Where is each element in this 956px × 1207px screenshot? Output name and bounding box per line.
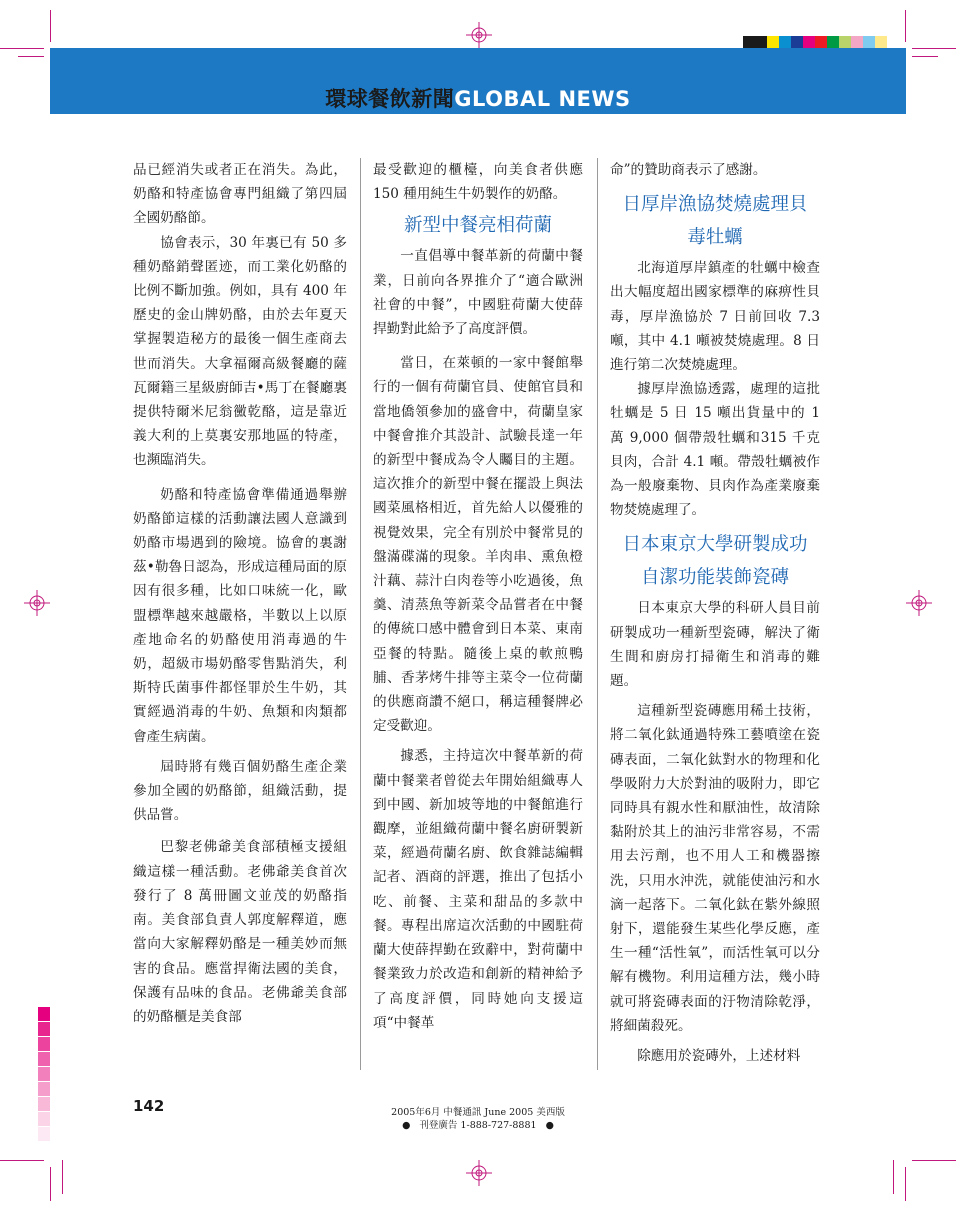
paragraph: 一直倡導中餐革新的荷蘭中餐業，日前向各界推介了“適合歐洲社會的中餐”，中國駐荷蘭大使薛捍勤對此給予了高度評價。	[373, 248, 583, 338]
paragraph: 巴黎老佛爺美食部積極支援組織這樣一種活動。老佛爺美食首次發行了 8 萬冊圖文並茂的奶酪指南。美食部負責人郭度解釋道，應當向大家解釋奶酪是一種美妙而無害的食品。應當捍衛法國的美食，保護有品味的食品。老佛爺美食部的奶酪櫃是美食部	[133, 839, 347, 1025]
page-title	[50, 83, 906, 113]
paragraph: 這種新型瓷磚應用稀土技術，將二氧化鈦通過特殊工藝噴塗在瓷磚表面，二氧化鈦對水的物理和化學吸附力大於對油的吸附力，即它同時具有親水性和厭油性，故清除黏附於其上的油污非常容易，不需用去污劑，也不用人工和機器擦洗，只用水沖洗，就能使油污和水滴一起落下。二氧化鈦在紫外線照射下，還能發生某些化學反應，產生一種“活性氧”，而活性氧可以分解有機物。利用這種方法，幾小時就可將瓷磚表面的汙物清除乾淨，將細菌殺死。	[610, 703, 820, 1034]
footer-ad-line	[0, 1119, 956, 1132]
color-swatch	[851, 36, 863, 48]
paragraph: 據厚岸漁協透露，處理的這批牡蠣是 5 日 15 噸出貨量中的 1 萬 9,000 個帶殼牡蠣和315 千克貝肉，合計 4.1 噸。帶殼牡蠣被作為一般廢棄物、貝肉作為產業廢棄物焚燒處理了。	[610, 381, 820, 519]
column-3	[610, 158, 820, 1068]
color-swatch	[827, 36, 839, 48]
tone-swatch	[38, 1067, 50, 1081]
paragraph: 命”的贊助商表示了感謝。	[610, 162, 767, 178]
column-1	[133, 158, 347, 1029]
column-2	[373, 158, 583, 1035]
headline-line: 自潔功能裝飾瓷磚	[640, 567, 789, 589]
paragraph: 據悉，主持這次中餐革新的荷蘭中餐業者曾從去年開始組織專人到中國、新加坡等地的中餐館進行觀摩，並組織荷蘭中餐名廚研製新菜，經過荷蘭名廚、飲食雜誌編輯記者、酒商的評選，推出了包括小吃、前餐、主菜和甜品的多款中餐。專程出席這次活動的中國駐荷蘭大使薛捍勤在致辭中，對荷蘭中餐業致力於改造和創新的精神給予了高度評價，同時她向支援這項“中餐革	[373, 748, 583, 1031]
paragraph: 北海道厚岸鎮產的牡蠣中檢查出大幅度超出國家標準的麻痹性貝毒，厚岸漁協於 7 日前回收 7.3 噸，其中 4.1 噸被焚燒處理。8 日進行第二次焚燒處理。	[610, 260, 820, 374]
paragraph: 除應用於瓷磚外，上述材料	[637, 1048, 801, 1065]
title-chinese: 環球餐飲新聞	[325, 87, 455, 111]
registration-mark-bottom-icon	[466, 1160, 492, 1186]
headline-line: 日厚岸漁協焚燒處理貝	[622, 194, 808, 216]
headline-line: 日本東京大學研製成功	[622, 534, 808, 556]
color-bar	[743, 36, 887, 48]
paragraph: 品已經消失或者正在消失。為此，奶酪和特產協會專門組織了第四屆全國奶酪節。	[133, 162, 347, 227]
color-swatch	[875, 36, 887, 48]
color-swatch	[767, 36, 779, 48]
paragraph: 屆時將有幾百個奶酪生產企業參加全國的奶酪節，組織活動，提供品嘗。	[133, 758, 347, 824]
column-divider	[360, 158, 361, 1070]
registration-mark-right-icon	[906, 590, 932, 616]
tone-swatch	[38, 1052, 50, 1066]
column-divider	[597, 158, 598, 1070]
color-swatch	[839, 36, 851, 48]
footer-issue: 2005年6月 中餐通訊 June 2005 美西版	[391, 1107, 565, 1118]
footer-ad-text: 刊登廣告 1-888-727-8881	[419, 1120, 537, 1131]
headline-line: 毒牡蠣	[687, 227, 743, 249]
paragraph: 當日，在萊頓的一家中餐館舉行的一個有荷蘭官員、使館官員和當地僑領參加的盛會中，荷蘭皇家中餐會推介其設計、試驗長達一年的新型中餐成為令人矚目的主題。這次推介的新型中餐在擺設上與法國菜風格相近，首先給人以優雅的視覺效果，完全有別於中餐常見的盤滿碟滿的現象。羊肉串、熏魚橙汁藕、蒜汁白肉卷等小吃過後，魚羹、清蒸魚等新菜令品嘗者在中餐的傳統口感中體會到日本菜、東南亞餐的特點。隨後上桌的軟煎鴨脯、香茅烤牛排等主菜令一位荷蘭的供應商讚不絕口，稱這種餐牌必定受歡迎。	[373, 355, 583, 735]
bullet-icon: ●	[545, 1120, 554, 1131]
header-banner	[50, 48, 906, 114]
registration-mark-top-icon	[466, 22, 492, 48]
headline-tile	[610, 528, 820, 594]
color-swatch	[755, 36, 767, 48]
color-swatch	[815, 36, 827, 48]
bullet-icon: ●	[402, 1120, 411, 1131]
paragraph: 日本東京大學的科研人員目前研製成功一種新型瓷磚，解決了衛生間和廚房打掃衛生和消毒的難題。	[610, 600, 820, 690]
color-swatch	[803, 36, 815, 48]
paragraph: 最受歡迎的櫃檯，向美食者供應 150 種用純生牛奶製作的奶酪。	[373, 162, 583, 203]
color-swatch	[779, 36, 791, 48]
tone-swatch	[38, 1037, 50, 1051]
tone-swatch	[38, 1082, 50, 1096]
color-swatch	[791, 36, 803, 48]
title-english: GLOBAL NEWS	[454, 87, 631, 111]
color-swatch	[863, 36, 875, 48]
registration-mark-left-icon	[24, 590, 50, 616]
page-number: 142	[133, 1097, 165, 1115]
tone-swatch	[38, 1007, 50, 1021]
headline-oyster	[610, 188, 820, 254]
paragraph: 協會表示，30 年裏已有 50 多種奶酪銷聲匿迹，而工業化奶酪的比例不斷加強。例如，具有 400 年歷史的金山牌奶酪，由於去年夏天掌握製造秘方的最後一個生產商去世而消失。大拿福爾高級餐廳的薩瓦爾籍三星級廚師吉•馬丁在餐廳裏提供特爾米尼翁黴乾酪，這是靠近義大利的上莫裏安那地區的特產，也瀕臨消失。	[133, 234, 347, 469]
paragraph: 奶酪和特產協會準備通過舉辦奶酪節這樣的活動讓法國人意識到奶酪市場遇到的險境。協會的裏謝茲•勒魯日認為，形成這種局面的原因有很多種，比如口味統一化，歐盟標準越來越嚴格，半數以上以原產地命名的奶酪使用消毒過的牛奶，超級市場奶酪零售點消失，利斯特氏菌事件都怪罪於生牛奶，其實經過消毒的牛奶、魚類和肉類都會產生病菌。	[133, 486, 347, 745]
tone-swatch	[38, 1022, 50, 1036]
color-swatch	[743, 36, 755, 48]
headline-netherlands: 新型中餐亮相荷蘭	[403, 215, 552, 237]
